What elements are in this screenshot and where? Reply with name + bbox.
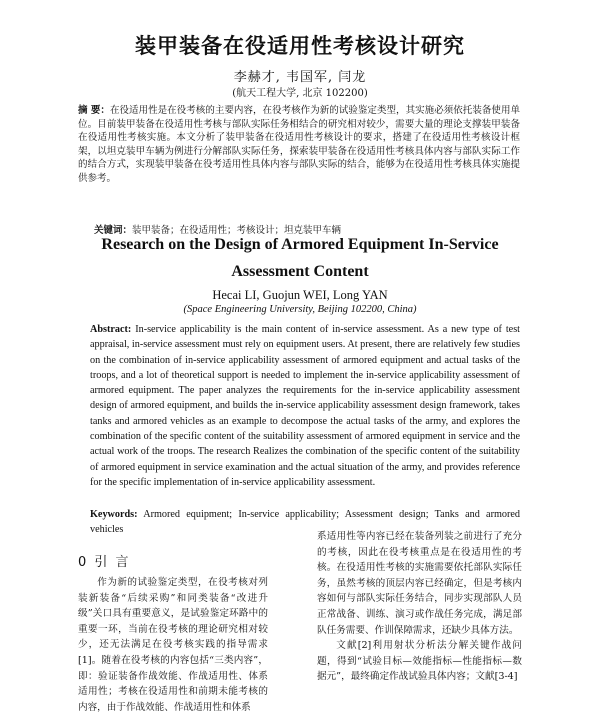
chinese-abstract bbox=[78, 104, 520, 185]
body-right-paragraph-1: 系适用性等内容已经在装备列装之前进行了充分的考核，因此在役考核重点是在役适用性的考核。在役适用性考核的实施需要依托部队实际任务，虽然考核的顶层内容已经确定，但是考核内容如何与部队实际任务结合，同步实现部队人员正常战备、训练、演习或作战任务完成，满足部队任务需要、作训保障需求，还缺少具体方法。 bbox=[317, 531, 522, 636]
chinese-keywords-label: 关键词： bbox=[94, 225, 133, 236]
english-title bbox=[60, 231, 540, 285]
english-title-line-2: Assessment Content bbox=[231, 263, 369, 280]
english-keywords-text: Armored equipment; In-service applicability; Assessment design; Tanks and armored vehicles bbox=[90, 509, 521, 536]
english-affiliation: (Space Engineering University, Beijing 102200, China) bbox=[183, 304, 417, 315]
section-heading-introduction: 0 引 言 bbox=[78, 555, 131, 570]
english-abstract-text: In-service applicability is the main content of in-service assessment. As a new type of test appraisal, in-service assessment must rely on equipment users. At present, there are relatively few studies on the combination of in-service applicability assessment of armored equipment and actual tasks of the troops, and a lot of theoretical support is needed to implement the in-service applicability assessment of armored equipment. The paper analyzes the requirements for the in-service applicability assessment design of armored equipment, and builds the in-service applicability assessment design framework, takes tanks and armored vehicles as an example to decompose the actual tasks of the army, and explores the combination of the specific content of the suitability assessment of armored equipment in service and the actual work of the troops. The research Realizes the combination of the specific content of the suitability of armored equipment in service examination and the actual situation of the army, and provides reference for the specific implementation of in-service applicability assessment. bbox=[90, 324, 521, 488]
english-keywords-label: Keywords: bbox=[90, 509, 138, 520]
chinese-title: 装甲装备在役适用性考核设计研究 bbox=[135, 34, 465, 58]
english-abstract bbox=[90, 322, 520, 490]
chinese-keywords-text: 装甲装备；在役适用性；考核设计；坦克装甲车辆 bbox=[132, 225, 342, 236]
body-left-column bbox=[78, 575, 268, 713]
english-title-line-1: Research on the Design of Armored Equipment In-Service bbox=[101, 236, 499, 253]
body-left-paragraph: 作为新的试验鉴定类型，在役考核对列装新装备“后续采购”和同类装备“改进升级”关口具有重要意义，是试验鉴定环路中的重要一环，当前在役考核的理论研究相对较少，还无法满足在役考核实践的指导需求[1]。随着在役考核的内容包括“三类内容”，即：验证装备作战效能、作战适用性、体系适用性；考核在役适用性和前期未能考核的内容，由于作战效能、作战适用性和体系 bbox=[78, 577, 268, 713]
chinese-abstract-text: 在役适用性是在役考核的主要内容，在役考核作为新的试验鉴定类型，其实施必须依托装备使用单位。目前装甲装备在役适用性考核与部队实际任务相结合的研究相对较少，需要大量的理论支撑装甲装备在役适用性考核实施。本文分析了装甲装备在役适用性考核设计的要求，搭建了在役适用性考核设计框架，以坦克装甲车辆为例进行分解部队实际任务，探索装甲装备在役适用性考核具体内容与部队实际工作的结合方式，实现装甲装备在役考适用性具体内容与部队实际的结合，能够为在役适用性考核具体实施提供参考。 bbox=[78, 105, 520, 184]
body-right-paragraph-2: 文献[2]利用射状分析法分解关键作战问题，得到“试验目标—效能指标—性能指标—数据元”，最终确定作战试验具体内容；文献[3-4] bbox=[317, 640, 522, 683]
english-authors: Hecai LI, Guojun WEI, Long YAN bbox=[212, 288, 388, 302]
english-abstract-label: Abstract: bbox=[90, 324, 132, 335]
chinese-abstract-label: 摘 要： bbox=[78, 105, 110, 116]
chinese-authors: 李赫才, 韦国军, 闫龙 bbox=[233, 70, 367, 85]
chinese-affiliation: (航天工程大学, 北京 102200) bbox=[232, 88, 368, 99]
body-right-column bbox=[317, 529, 522, 704]
